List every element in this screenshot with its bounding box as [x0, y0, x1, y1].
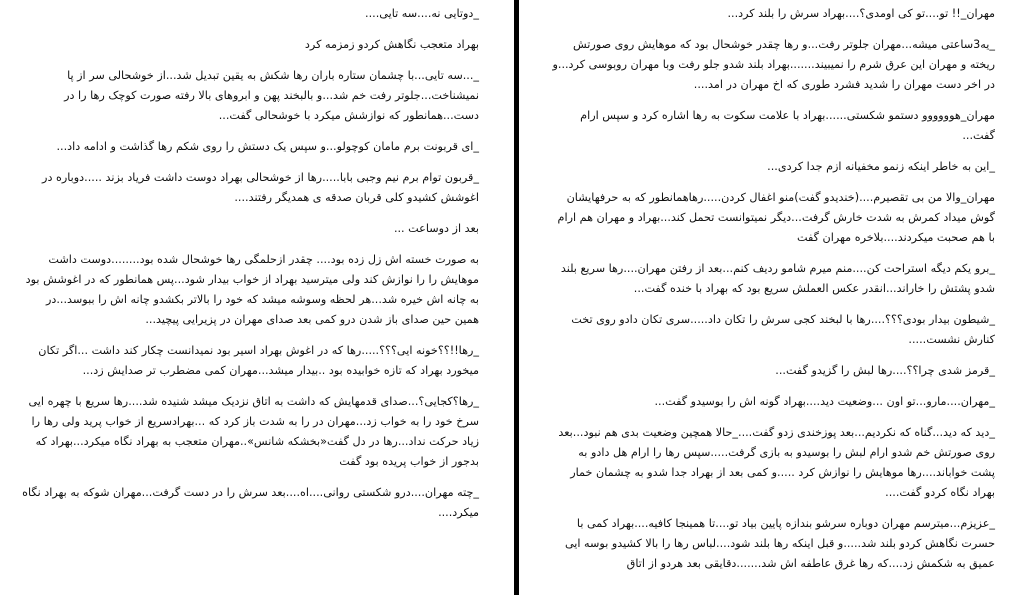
left-paragraph-3: _...سه تایی...با چشمان ستاره باران رها شکش به یقین تبدیل شد...از خوشحالی سر از پا نمیشناخت...جلوتر رفت خم شد...و بالبخند پهن و ابروهای بالا رفته صورت کوچک رها را در دست...همانطور که نوازشش میکرد با خوشحالی گفت...	[64, 69, 479, 122]
left-paragraph-6: بعد از دوساعت ...	[393, 222, 479, 235]
right-paragraph-3: مهران_هوووووو دستمو شکستی......بهراد با علامت سکوت به رها اشاره کرد و سپس ارام گفت...	[580, 109, 995, 142]
right-paragraph-6: _برو یکم دیگه استراحت کن....منم میرم شامو ردیف کنم...بعد از رفتن مهران....رها سریع بلند شدو پشتش را خاراند...انقدر عکس العملش سریع بود که بهراد با خنده گفت...	[560, 262, 995, 295]
right-paragraph-1: مهران_!! تو....تو کی اومدی؟....بهراد سرش را بلند کرد...	[727, 7, 995, 20]
right-paragraph-9: _مهران....مارو...تو اون ...وضعیت دید....بهراد گونه اش را بوسیدو گفت...	[654, 395, 995, 408]
right-paragraph-8: _قرمز شدی چرا؟؟....رها لبش را گزیدو گفت...	[775, 364, 995, 377]
left-paragraph-4: _ای قربونت برم مامان کوچولو...و سپس یک دستش را روی شکم رها گذاشت و ادامه داد...	[56, 140, 479, 153]
right-paragraph-11: _عزیزم...میترسم مهران دوباره سرشو بندازه پایین بیاد تو....تا همینجا کافیه....بهراد کمی با حسرت نگاهش کردو بلند شد.....و قبل اینکه رها بلند شود....لباس رها را بالا کشیدو بوسه ایی عمیق به شکمش زد....که رها غرق عاطفه اش شد.......دقایقی بعد هردو از اتاق	[564, 517, 995, 570]
right-paragraph-4: _این به خاطر اینکه زنمو مخفیانه ازم جدا کردی...	[767, 160, 995, 173]
left-paragraph-2: بهراد متعجب نگاهش کردو زمزمه کرد	[304, 38, 479, 51]
left-paragraph-7: به صورت خسته اش زل زده بود.... چقدر ازحلمگی رها خوشحال شده بود........دوست داشت موهایش را را نوازش کند ولی میترسید بهراد از خواب بیدار شود...پس همانطور که در اغوشش بود به چانه اش خیره شد...هر لحظه وسوشه میشد که خود را بالاتر بکشدو چانه اش را ببوسد...در همین حین صدای باز شدن درو کمی بعد صدای مهران در پزیرایی پیچید...	[25, 253, 479, 326]
right-paragraph-7: _شیطون بیدار بودی؟؟؟....رها با لبخند کجی سرش را تکان داد.....سری تکان دادو روی تخت کنارش نشست.....	[571, 313, 995, 346]
left-paragraph-5: _قربون توام برم نیم وجبی بابا.....رها از خوشحالی بهراد دوست داشت فریاد بزند .....دوباره در اغوشش کشیدو کلی قربان صدقه ی همدیگر رفتند....	[42, 171, 479, 204]
left-paragraph-8: _رها!!؟؟خونه ایی؟؟؟.....رها که در اغوش بهراد اسیر بود نمیدانست چکار کند داشت ...اگر تکان میخورد بهراد که تازه خوابیده بود ..بیدار میشد...مهران کمی مضطرب تر صدایش زد...	[38, 344, 479, 377]
right-paragraph-5: مهران_والا من بی تقصیرم....(خندیدو گفت)منو اغفال کردن.....رهاهمانطور که به حرفهایشان گوش میداد کمرش به شدت خارش گرفت...دیگر نمیتوانست تحمل کند...بهراد و مهران هم ارام با هم صحبت میکردند....بلاخره مهران گفت	[557, 191, 995, 244]
left-paragraph-10: _چته مهران....درو شکستی روانی....اه....بعد سرش را در دست گرفت...مهران شوکه به بهراد نگاه میکرد....	[22, 486, 479, 519]
left-paragraph-1: _دوتایی نه....سه تایی....	[365, 7, 479, 20]
left-page	[0, 0, 515, 595]
right-page	[519, 0, 1033, 595]
right-paragraph-2: _یه3ساعتی میشه...مهران جلوتر رفت...و رها چقدر خوشحال بود که موهایش روی صورتش ریخته و مهران این عرق شرم را نمیبیند.......بهراد بلند شدو جلو رفت وبا مهران روبوسی کرد...و در اخر دست مهران را شدید فشرد طوری که اخ مهران در امد....	[552, 38, 995, 91]
left-paragraph-9: _رها؟کجایی؟...صدای قدمهایش که داشت به اتاق نزدیک میشد شنیده شد....رها سریع با چهره ایی سرخ خود را به خواب زد...مهران در را به شدت باز کرد که ...بهرادسریع از خواب پرید ولی رها را زیاد حرکت نداد...رها در دل گفت«بخشکه شانس»..مهران متعجب به بهراد نگاه میکرد...بهراد که بدجور از خواب پریده بود گفت	[28, 395, 479, 468]
right-paragraph-10: _دید که دید...گناه که نکردیم...بعد پوزخندی زدو گفت...._حالا همچین وضعیت بدی هم نبود...بعد روی صورتش خم شدو ارام لبش را بوسیدو به بازی گرفت.....سپس رها را ارام هل دادو به پشت خواباند....رها موهایش را نوازش کرد .....و کمی بعد از بهراد جدا شدو به چشمان خمار بهراد نگاه کردو گفت....	[558, 426, 995, 499]
